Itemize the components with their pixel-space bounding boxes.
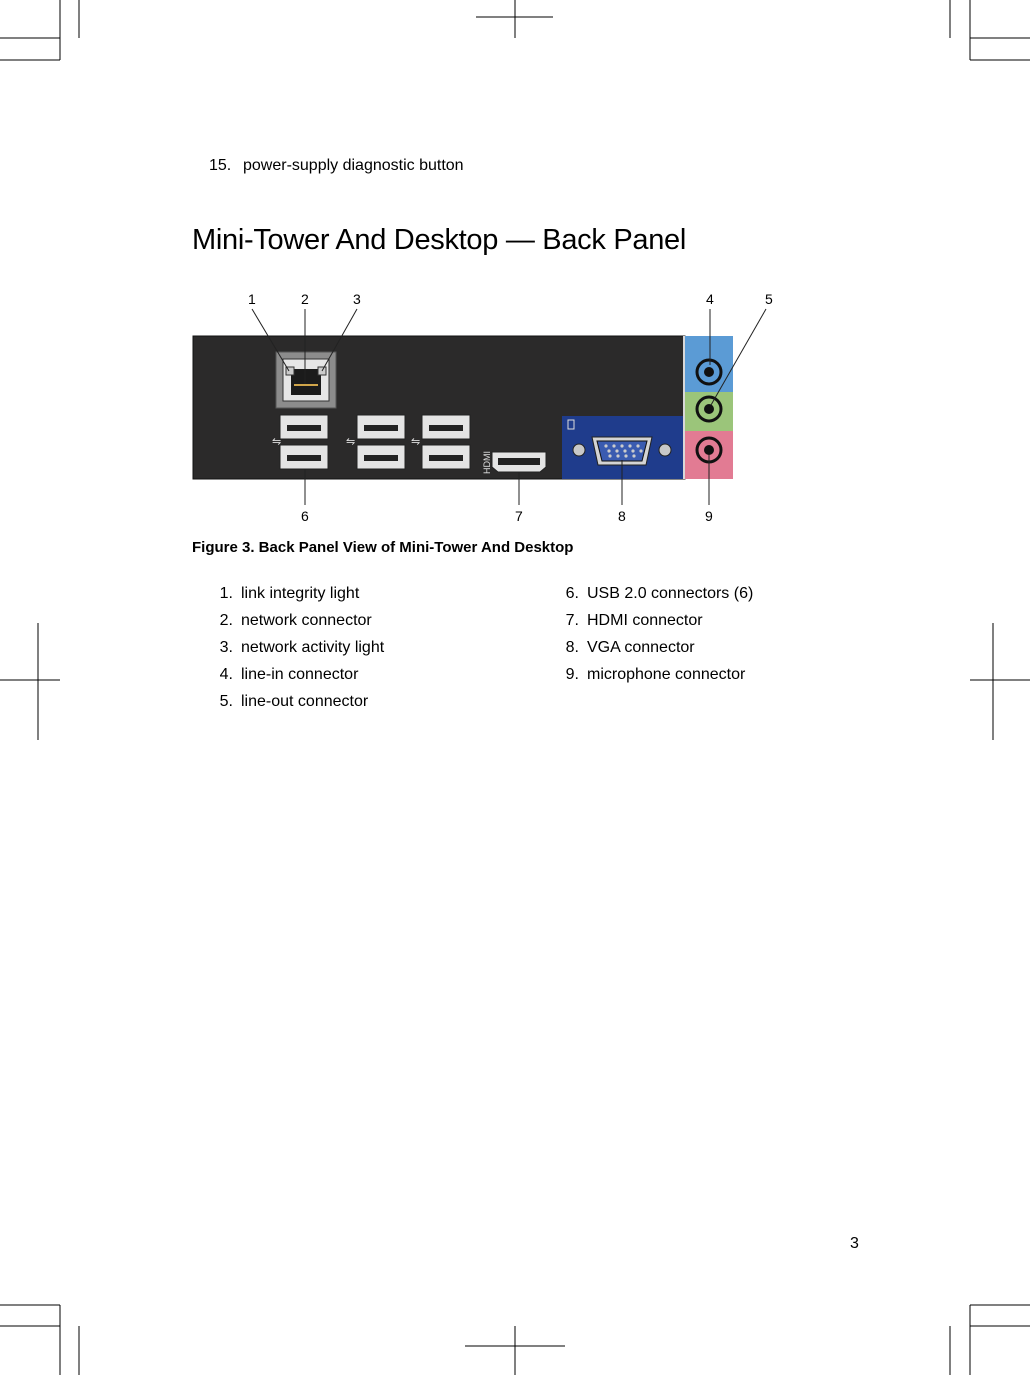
legend-left-column [209,585,384,720]
callout-1: 1 [248,291,256,307]
audio-jacks [697,360,721,462]
list-item [555,612,753,639]
callout-8: 8 [618,508,626,524]
list-item-number: 7. [565,612,579,629]
list-item [555,585,753,612]
list-item [209,585,384,612]
section-title: Mini-Tower And Desktop — Back Panel [192,224,686,256]
previous-list-number: 15. [209,157,232,174]
list-item-text: network activity light [241,639,385,656]
callout-6: 6 [301,508,309,524]
list-item-number: 2. [219,612,233,629]
list-item [209,612,384,639]
list-item-text: HDMI connector [587,612,703,629]
list-item [209,666,384,693]
network-connector [276,352,336,408]
hdmi-connector [482,451,546,474]
callout-5: 5 [765,291,773,307]
list-item-number: 6. [565,585,579,602]
back-panel-figure [190,285,790,530]
page-number: 3 [850,1235,859,1252]
list-item-text: link integrity light [241,585,360,602]
list-item-number: 3. [219,639,233,656]
list-item-number: 1. [219,585,233,602]
previous-list-text: power-supply diagnostic button [243,157,464,174]
list-item-text: line-in connector [241,666,359,683]
callout-9: 9 [705,508,713,524]
list-item [209,639,384,666]
usb-symbol-icon: ⇋ [272,435,282,448]
list-item-number: 9. [565,666,579,683]
list-item-text: network connector [241,612,372,629]
list-item-number: 4. [219,666,233,683]
previous-list-item [209,157,464,175]
list-item [555,666,753,693]
list-item-number: 5. [219,693,233,710]
callout-7: 7 [515,508,523,524]
list-item-text: VGA connector [587,639,695,656]
callout-2: 2 [301,291,309,307]
hdmi-label: HDMI [482,451,492,474]
callout-4: 4 [706,291,714,307]
figure-caption: Figure 3. Back Panel View of Mini-Tower And Desktop [192,539,574,556]
list-item-text: microphone connector [587,666,746,683]
list-item-text: USB 2.0 connectors (6) [587,585,754,602]
usb-symbol-icon: ⇋ [411,435,421,448]
list-item-text: line-out connector [241,693,369,710]
legend-right-column [555,585,753,693]
list-item [555,639,753,666]
list-item-number: 8. [565,639,579,656]
list-item [209,693,384,720]
callout-3: 3 [353,291,361,307]
usb-symbol-icon: ⇋ [346,435,356,448]
